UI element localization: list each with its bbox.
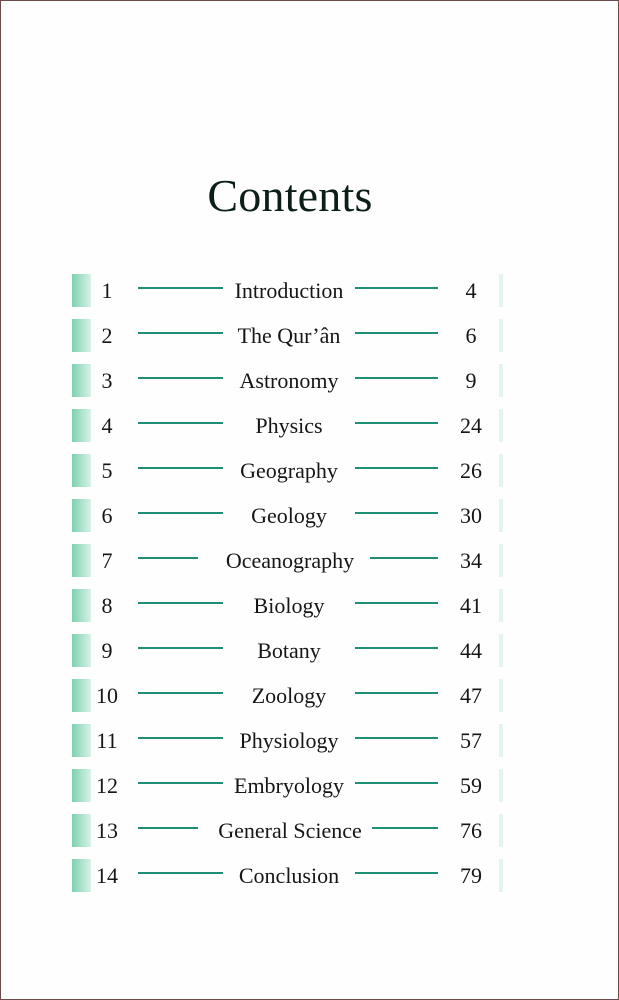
entry-tab-marker bbox=[72, 814, 91, 847]
entry-tab-marker bbox=[72, 364, 91, 397]
leader-line-left bbox=[138, 512, 223, 514]
entry-tab-edge bbox=[499, 319, 503, 352]
entry-page-number: 59 bbox=[460, 773, 482, 798]
entry-number: 5 bbox=[101, 458, 113, 483]
entry-tab-marker bbox=[72, 454, 91, 487]
entry-tab-edge bbox=[499, 724, 503, 757]
toc-entry[interactable] bbox=[0, 445, 619, 490]
entry-number: 2 bbox=[101, 323, 113, 348]
toc-entry[interactable] bbox=[0, 850, 619, 895]
entry-number: 6 bbox=[101, 503, 113, 528]
entry-tab-edge bbox=[499, 499, 503, 532]
leader-line-right bbox=[355, 512, 438, 514]
leader-line-right bbox=[355, 332, 438, 334]
entry-page-number: 24 bbox=[460, 413, 482, 438]
entry-tab-edge bbox=[499, 589, 503, 622]
toc-entry[interactable] bbox=[0, 355, 619, 400]
entry-label: Geography bbox=[240, 458, 338, 483]
toc-entry[interactable] bbox=[0, 715, 619, 760]
leader-line-left bbox=[138, 287, 223, 289]
leader-line-left bbox=[138, 377, 223, 379]
entry-label: Introduction bbox=[234, 278, 344, 303]
entry-tab-marker bbox=[72, 499, 91, 532]
entry-label: Astronomy bbox=[239, 368, 339, 393]
leader-line-right bbox=[355, 377, 438, 379]
entry-label: Conclusion bbox=[238, 863, 340, 888]
leader-line-right bbox=[355, 647, 438, 649]
leader-line-right bbox=[355, 782, 438, 784]
leader-line-left bbox=[138, 467, 223, 469]
entry-number: 13 bbox=[96, 818, 118, 843]
entry-label: Geology bbox=[251, 503, 327, 528]
leader-line-left bbox=[138, 422, 223, 424]
leader-line-right bbox=[355, 692, 438, 694]
entry-label: Zoology bbox=[251, 683, 327, 708]
entry-tab-marker bbox=[72, 634, 91, 667]
toc-entry[interactable] bbox=[0, 805, 619, 850]
toc-entry[interactable] bbox=[0, 400, 619, 445]
entry-page-number: 30 bbox=[460, 503, 482, 528]
leader-line-right bbox=[355, 467, 438, 469]
entry-tab-marker bbox=[72, 859, 91, 892]
entry-tab-marker bbox=[72, 589, 91, 622]
entry-page-number: 34 bbox=[460, 548, 482, 573]
entry-page-number: 4 bbox=[465, 278, 477, 303]
entry-label: General Science bbox=[218, 818, 362, 843]
toc-entry[interactable] bbox=[0, 265, 619, 310]
entry-tab-marker bbox=[72, 724, 91, 757]
entry-tab-edge bbox=[499, 409, 503, 442]
leader-line-right bbox=[372, 827, 438, 829]
entry-number: 3 bbox=[101, 368, 113, 393]
entry-number: 12 bbox=[96, 773, 118, 798]
toc-entry[interactable] bbox=[0, 625, 619, 670]
entry-number: 1 bbox=[101, 278, 113, 303]
entry-tab-marker bbox=[72, 274, 91, 307]
leader-line-left bbox=[138, 647, 223, 649]
entry-page-number: 57 bbox=[460, 728, 482, 753]
entry-tab-edge bbox=[499, 634, 503, 667]
entry-page-number: 47 bbox=[460, 683, 482, 708]
entry-label: Botany bbox=[257, 638, 321, 663]
leader-line-right bbox=[355, 602, 438, 604]
leader-line-right bbox=[355, 872, 438, 874]
entry-tab-marker bbox=[72, 769, 91, 802]
entry-tab-edge bbox=[499, 454, 503, 487]
entry-number: 11 bbox=[96, 728, 118, 753]
entry-page-number: 9 bbox=[465, 368, 477, 393]
entry-tab-edge bbox=[499, 679, 503, 712]
entry-page-number: 41 bbox=[460, 593, 482, 618]
toc-entry[interactable] bbox=[0, 580, 619, 625]
toc-entry[interactable] bbox=[0, 490, 619, 535]
entry-page-number: 44 bbox=[460, 638, 482, 663]
entry-label: The Qur’ân bbox=[237, 323, 341, 348]
entry-number: 10 bbox=[96, 683, 118, 708]
toc-entry[interactable] bbox=[0, 670, 619, 715]
leader-line-right bbox=[355, 287, 438, 289]
leader-line-left bbox=[138, 782, 223, 784]
toc-entry[interactable] bbox=[0, 535, 619, 580]
entry-tab-marker bbox=[72, 409, 91, 442]
leader-line-left bbox=[138, 737, 223, 739]
leader-line-right bbox=[355, 737, 438, 739]
entry-tab-marker bbox=[72, 679, 91, 712]
entry-label: Biology bbox=[253, 593, 325, 618]
leader-line-left bbox=[138, 872, 223, 874]
entry-label: Physiology bbox=[239, 728, 339, 753]
entry-page-number: 76 bbox=[460, 818, 482, 843]
entry-tab-edge bbox=[499, 769, 503, 802]
entry-tab-edge bbox=[499, 859, 503, 892]
toc-entry[interactable] bbox=[0, 310, 619, 355]
entry-number: 8 bbox=[101, 593, 113, 618]
entry-tab-edge bbox=[499, 364, 503, 397]
leader-line-left bbox=[138, 692, 223, 694]
leader-line-left bbox=[138, 557, 198, 559]
entry-tab-edge bbox=[499, 544, 503, 577]
toc-entry[interactable] bbox=[0, 760, 619, 805]
entry-tab-edge bbox=[499, 274, 503, 307]
entry-label: Embryology bbox=[234, 773, 344, 798]
leader-line-left bbox=[138, 827, 198, 829]
entry-page-number: 26 bbox=[460, 458, 482, 483]
page-title: Contents bbox=[207, 170, 373, 221]
entry-tab-marker bbox=[72, 544, 91, 577]
entry-number: 4 bbox=[101, 413, 113, 438]
leader-line-left bbox=[138, 332, 223, 334]
leader-line-right bbox=[355, 422, 438, 424]
entry-label: Oceanography bbox=[225, 548, 355, 573]
entry-tab-edge bbox=[499, 814, 503, 847]
entry-page-number: 6 bbox=[465, 323, 477, 348]
entry-number: 9 bbox=[101, 638, 113, 663]
entry-number: 7 bbox=[101, 548, 113, 573]
leader-line-right bbox=[370, 557, 438, 559]
entry-tab-marker bbox=[72, 319, 91, 352]
leader-line-left bbox=[138, 602, 223, 604]
entry-label: Physics bbox=[255, 413, 323, 438]
entry-number: 14 bbox=[96, 863, 118, 888]
entry-page-number: 79 bbox=[460, 863, 482, 888]
